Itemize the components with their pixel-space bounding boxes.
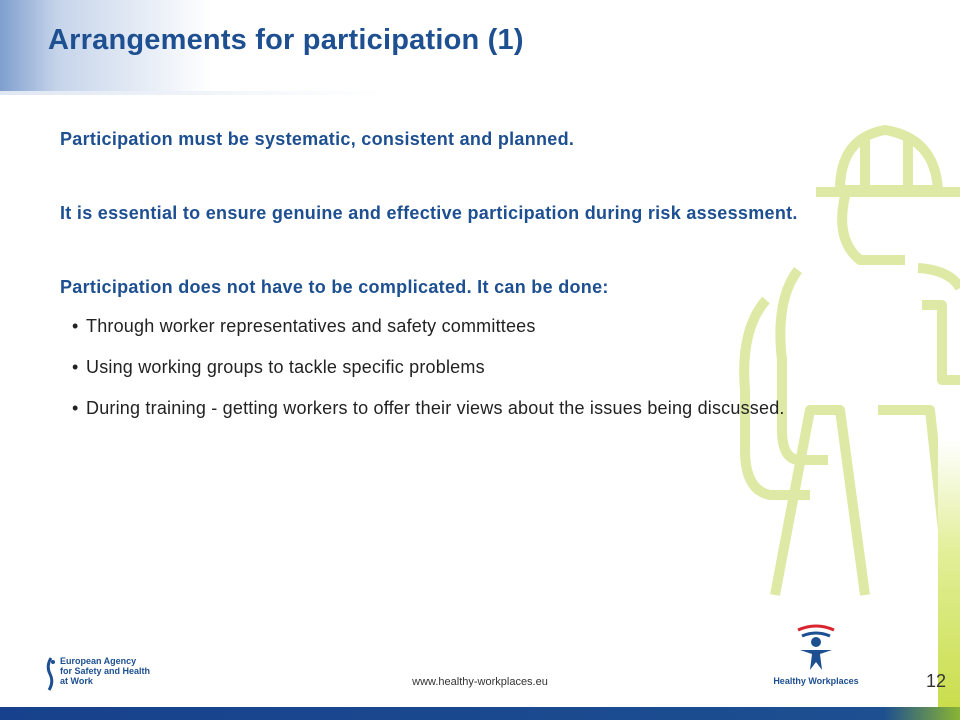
- slide-title: Arrangements for participation (1): [48, 24, 524, 56]
- paragraph-systematic: Participation must be systematic, consistent and planned.: [60, 129, 575, 149]
- bullet-text: Using working groups to tackle specific problems: [86, 357, 485, 377]
- footer-url: www.healthy-workplaces.eu: [412, 676, 548, 688]
- healthy-workplaces-label: Healthy Workplaces: [773, 676, 859, 686]
- agency-line: at Work: [60, 676, 93, 686]
- agency-line: for Safety and Health: [60, 666, 151, 676]
- healthy-workplaces-logo-icon: [788, 620, 844, 672]
- bullet-text: During training - getting workers to offer their views about the issues being discussed.: [86, 398, 785, 418]
- bottom-bar: [0, 707, 960, 720]
- paragraph-not-complicated: Participation does not have to be complicated. It can be done:: [60, 277, 609, 297]
- slide-content: [60, 120, 840, 429]
- page-number: 12: [925, 671, 946, 691]
- bullet-item: • Through worker representatives and safety committees: [72, 316, 536, 336]
- agency-line: European Agency: [60, 656, 137, 666]
- bullet-text: Through worker representatives and safety committees: [86, 316, 536, 336]
- healthy-workplaces-logo: [770, 620, 862, 696]
- bullet-list: [60, 306, 840, 429]
- paragraph-essential: It is essential to ensure genuine and effective participation during risk assessment.: [60, 203, 798, 223]
- bullet-item: • Using working groups to tackle specific problems: [72, 357, 485, 377]
- bullet-item: • During training - getting workers to offer their views about the issues being discussed.: [72, 398, 785, 418]
